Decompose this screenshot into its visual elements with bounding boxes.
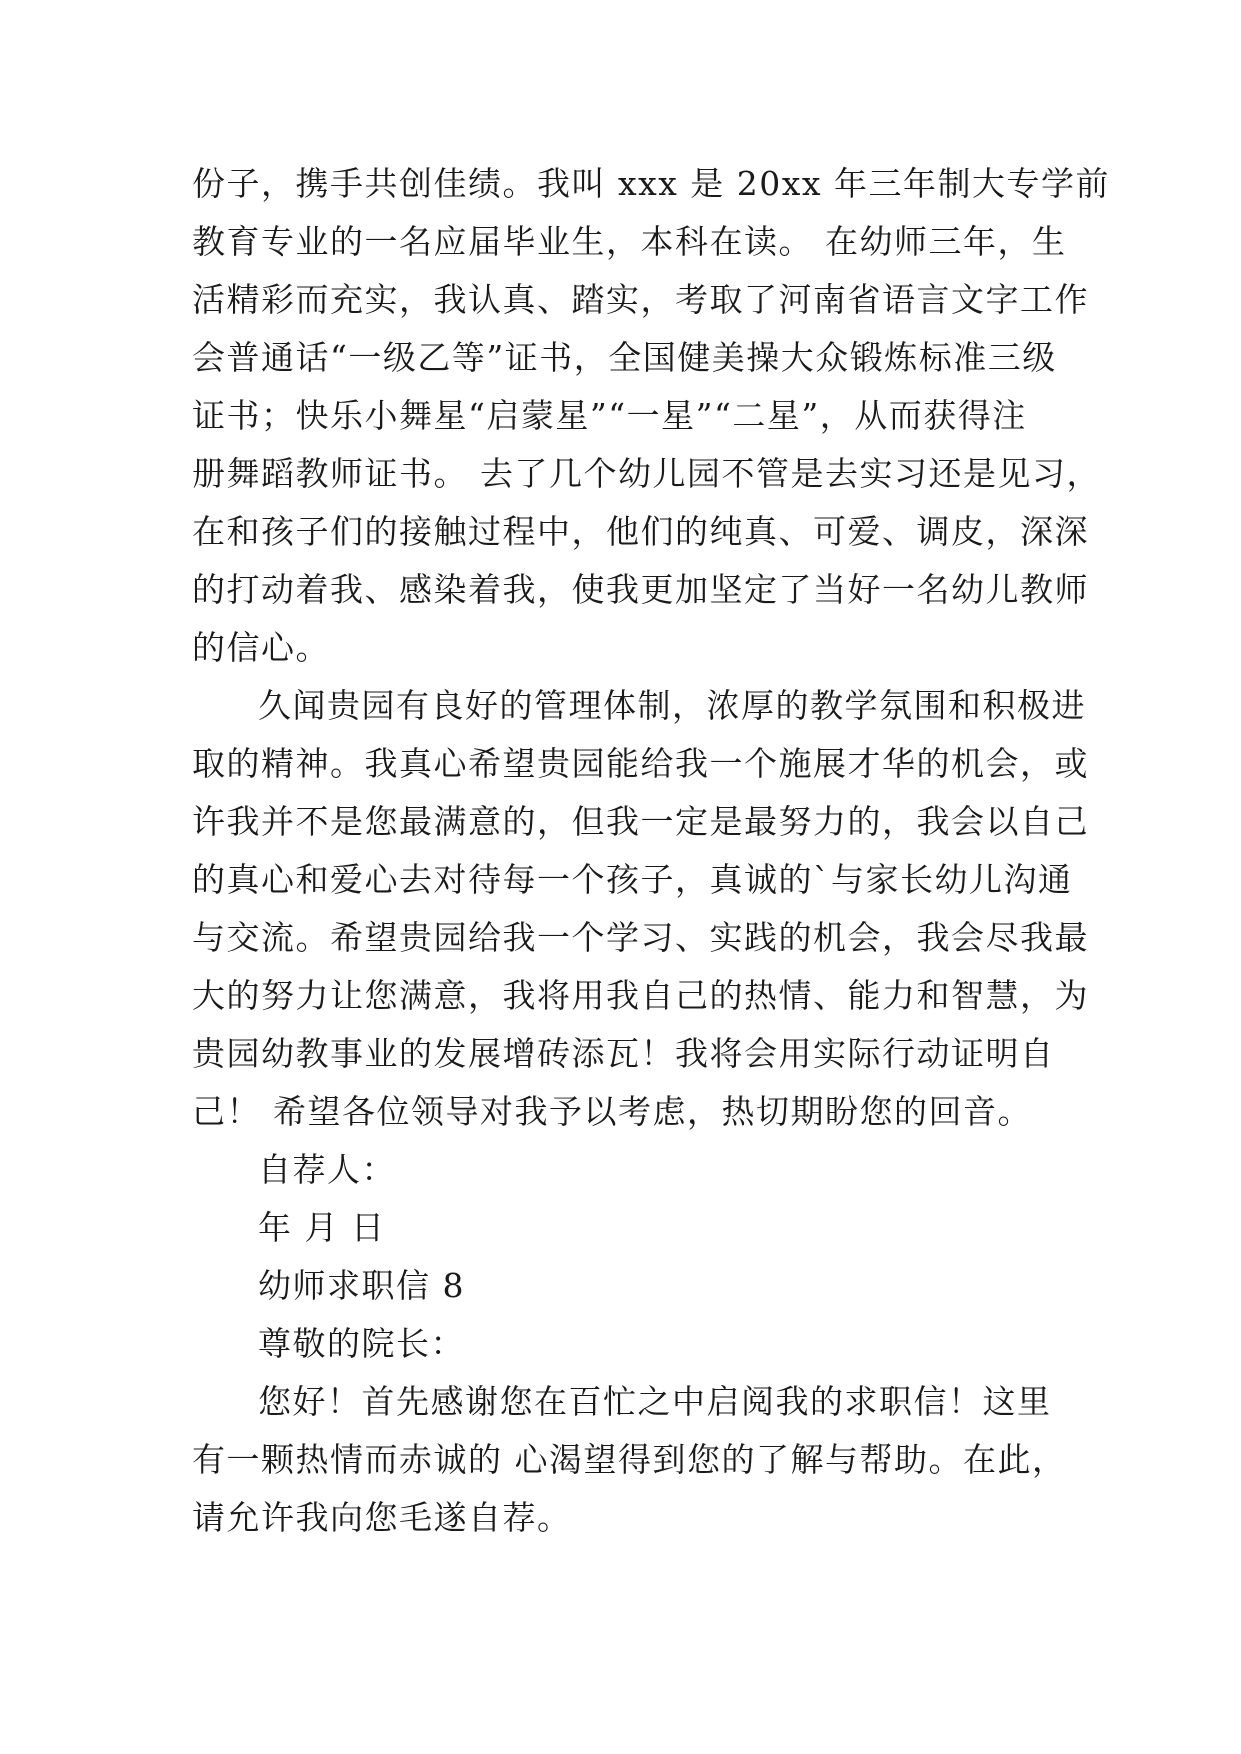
body-text-line: 有一颗热情而赤诚的 心渴望得到您的了解与帮助。在此，	[192, 1440, 1067, 1479]
body-text-line: 的打动着我、感染着我，使我更加坚定了当好一名幼儿教师	[192, 570, 1089, 609]
body-text-line: 与交流。希望贵园给我一个学习、实践的机会，我会尽我最	[192, 918, 1089, 957]
body-text-line: 取的精神。我真心希望贵园能给我一个施展才华的机会，或	[192, 744, 1089, 783]
body-text-line: 份子，携手共创佳绩。我叫 xxx 是 20xx 年三年制大专学前	[192, 164, 1111, 203]
body-text-line: 在和孩子们的接触过程中，他们的纯真、可爱、调皮，深深	[192, 512, 1089, 551]
section-title: 幼师求职信 8	[258, 1266, 465, 1305]
body-text-line: 的信心。	[192, 628, 330, 667]
signature-label: 自荐人：	[258, 1150, 396, 1189]
body-text-line: 活精彩而充实，我认真、踏实，考取了河南省语言文字工作	[192, 280, 1089, 319]
body-text-line: 己！ 希望各位领导对我予以考虑，热切期盼您的回音。	[192, 1092, 1032, 1131]
body-text-line: 的真心和爱心去对待每一个孩子，真诚的`与家长幼儿沟通	[192, 860, 1073, 899]
body-text-line: 请允许我向您毛遂自荐。	[192, 1498, 572, 1537]
salutation: 尊敬的院长：	[258, 1324, 465, 1363]
date-line: 年 月 日	[258, 1208, 386, 1247]
body-text-line: 证书；快乐小舞星“启蒙星”“一星”“二星”，从而获得注	[192, 396, 1027, 435]
body-text-line: 许我并不是您最满意的，但我一定是最努力的，我会以自己	[192, 802, 1089, 841]
body-text-line: 教育专业的一名应届毕业生，本科在读。 在幼师三年，生	[192, 222, 1067, 261]
paragraph-start-line: 久闻贵园有良好的管理体制，浓厚的教学氛围和积极进	[258, 686, 1086, 725]
body-text-line: 册舞蹈教师证书。 去了几个幼儿园不管是去实习还是见习，	[192, 454, 1101, 493]
body-text-line: 会普通话“一级乙等”证书，全国健美操大众锻炼标准三级	[192, 338, 1057, 377]
paragraph-start-line: 您好！首先感谢您在百忙之中启阅我的求职信！这里	[258, 1382, 1052, 1421]
body-text-line: 大的努力让您满意，我将用我自己的热情、能力和智慧，为	[192, 976, 1089, 1015]
body-text-line: 贵园幼教事业的发展增砖添瓦！我将会用实际行动证明自	[192, 1034, 1055, 1073]
